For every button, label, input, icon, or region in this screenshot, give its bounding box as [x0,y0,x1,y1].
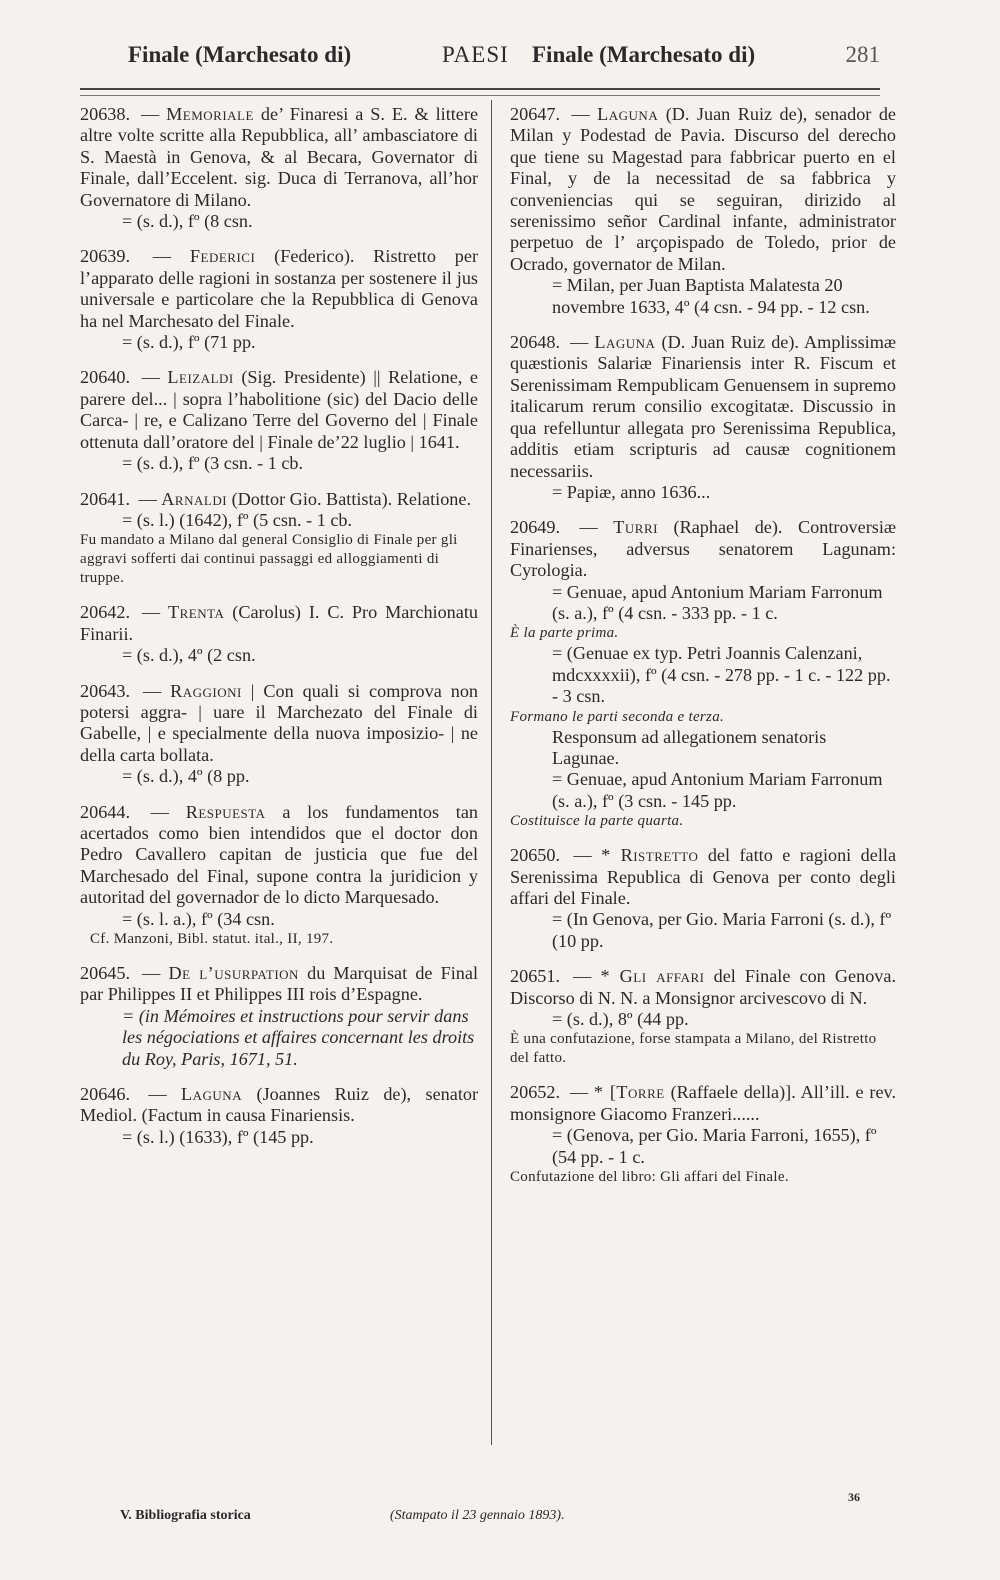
entry-author: Federici [189,246,256,267]
entry-title: (Dottor Gio. Battista). Relatione. [231,488,472,509]
footer-series-title: V. Bibliografia storica [120,1508,251,1523]
entry-author: Laguna [181,1084,243,1105]
bibliography-entry: 20639. — Federici (Federico). Ristretto per l’apparato delle ragioni in sostanza per sostenere il jus universale e particolare che la Repubblica di Genova ha nel Marchesato del Finale. = (s. d.), fº (71 pp. [80,246,479,353]
entry-imprint: = (s. l.) (1633), fº (145 pp. [122,1126,314,1147]
bibliography-entry: 20651. — * Gli affari del Finale con Genova. Discorso di N. N. a Monsignor arcivescovo di N. = (s. d.), 8º (44 pp. È una confutazione, forse stampata a Milano, del Ristretto del fatto. [510,966,897,1067]
entry-title: (Federico). Ristretto per l’apparato delle ragioni in sostanza per sostenere il jus universale e particolare che la Repubblica di Genova ha nel Marchesato del Finale. [80,246,479,331]
entry-imprint: = (s. l. a.), fº (34 csn. [122,908,275,929]
entry-imprint: = (In Genova, per Gio. Maria Farroni (s. d.), fº (10 pp. [552,909,892,951]
entry-number: 20650. [510,845,561,866]
bibliography-entry: 20640. — Leizaldi (Sig. Presidente) || Relatione, e parere del... | sopra l’habolitione (sic) del Dacio delle Carca- | re, e Calizano Terre del Governo del | Finale ottenuta dall’oratore del | Finale de’22 luglio | 1641. = (s. d.), fº (3 csn. - 1 cb. [80,367,479,474]
entry-title: del fatto e ragioni della Serenissima Republica di Genova per conto degli affari del Finale. [510,845,897,908]
entry-number: 20644. [80,801,131,822]
page-footer [120,1490,880,1532]
header-right-title: Finale (Marchesato di) [532,42,756,67]
entry-imprint: = (s. d.), 4º (2 csn. [122,645,256,666]
entry-title: (Raffaele della)]. All’ill. e rev. monsignore Giacomo Franzeri...... [510,1082,896,1124]
entry-note: Formano le parti seconda e terza. [510,708,725,725]
entry-title: (Sig. Presidente) || Relatione, e parere del... | sopra l’habolitione (sic) del Dacio delle Carca- | re, e Calizano Terre del Governo del | Finale ottenuta dall’oratore del | Finale de’22 luglio | 1641. [80,367,479,452]
entry-author: Laguna [594,332,656,353]
header-rule [80,88,880,90]
footer-sheet-number: 36 [848,1490,860,1504]
bibliography-entry: 20645. — De l’usurpation du Marquisat de Final par Philippes II et Philippes III rois d’Espagne. = (in Mémoires et instructions pour servir dans les négociations et affaires concernant les droits du Roy, Paris, 1671, 51. [80,963,479,1069]
entry-imprint: = (s. d.), fº (3 csn. - 1 cb. [122,453,304,474]
header-left-title: Finale (Marchesato di) [128,42,352,67]
entry-number: 20641. [80,488,131,509]
entry-imprint: = Genuae, apud Antonium Mariam Farronum (s. a.), fº (4 csn. - 333 pp. - 1 c. [552,581,883,623]
entry-title: (D. Juan Ruiz de), senador de Milan y Podestad de Pavia. Discurso del derecho que tiene su Magestad para fabbricar puerto en el Final, y de la necessitad de sa fabbrica y conveniencias qui se seguiran, dirizido al serenissimo señor Cardinal infante, administrator perpetuo de l’ arçopispado de Toledo, prior de Ocrado, governator de Milan. [510,104,896,274]
bibliography-entry: 20649. — Turri (Raphael de). Controversiæ Finarienses, adversus senatorem Lagunam: Cyrologia. = Genuae, apud Antonium Mariam Farronum (s. a.), fº (4 csn. - 333 pp. - 1 c. È la parte prima. = (Genuae ex typ. Petri Joannis Calenzani, mdcxxxxii), fº (4 csn. - 278 pp. - 1 c. - 122 pp. - 3 csn. Formano le parti seconda e terza. Responsum ad allegationem senatoris Lagunae. = Genuae, apud Antonium Mariam Farronum (s. a.), fº (3 csn. - 145 pp. Costituisce la parte quarta. [510,517,897,830]
entry-title: a los fundamentos tan acertados como bien intendidos que el doctor don Pedro Cavallero capitan de justicia que fue del Marchesado del Final, supone contra la juridicion y autoritad del governador de lo dicto Marquesado. [80,801,479,908]
entry-title: del Finale con Genova. Discorso di N. N. a Monsignor arcivescovo di N. [510,966,897,1008]
bibliography-entry: 20644. — Respuesta a los fundamentos tan acertados como bien intendidos que el doctor don Pedro Cavallero capitan de justicia que fue del Marchesado del Final, supone contra la juridicion y autoritad del governador de lo dicto Marquesado. = (s. l. a.), fº (34 csn. Cf. Manzoni, Bibl. statut. ital., II, 197. [80,801,479,947]
entry-imprint: = (s. d.), 8º (44 pp. [552,1009,689,1030]
entry-imprint: = (in Mémoires et instructions pour servir dans les négociations et affaires concernant les droits du Roy, Paris, 1671, 51. [122,1005,475,1069]
entry-author: Leizaldi [167,367,234,388]
page-number: 281 [845,42,880,67]
entry-imprint: = (Genuae ex typ. Petri Joannis Calenzani, mdcxxxxii), fº (4 csn. - 278 pp. - 1 c. - 122 pp. - 3 csn. [552,643,891,707]
bibliography-entry: 20648. — Laguna (D. Juan Ruiz de). Amplissimæ quæstionis Salariæ Finariensis inter R. Fiscum et Serenissimam Rempublicam Genuensem in supremo italicarum rerum consilio excogitatæ. Discussio in qua refelluntur allegata pro Serenissima Republica, additis etiam scripturis ad causæ cognitionem necessariis. = Papiæ, anno 1636... [510,332,897,502]
column-divider [491,100,492,1445]
entry-number: 20651. [510,966,561,987]
header-section: PAESI [442,42,509,67]
entry-number: 20643. [80,680,131,701]
entry-author: * Gli affari [600,966,705,987]
entry-imprint: = (s. d.), fº (71 pp. [122,332,256,353]
entry-number: 20638. [80,104,131,124]
entry-number: 20649. [510,517,561,538]
entry-number: 20652. [510,1082,561,1103]
entry-author: Raggioni [170,680,242,701]
entry-imprint: = (Genova, per Gio. Maria Farroni, 1655), fº (54 pp. - 1 c. [552,1125,877,1167]
entry-imprint: = (s. d.), fº (8 csn. [122,211,253,232]
entry-number: 20640. [80,367,131,388]
entry-imprint: = (s. l.) (1642), fº (5 csn. - 1 cb. [122,509,353,530]
entry-author: Turri [613,517,658,538]
entry-imprint: = Papiæ, anno 1636... [552,481,711,502]
entry-number: 20648. [510,332,561,353]
bibliography-entry: 20641. — Arnaldi (Dottor Gio. Battista). Relatione. = (s. l.) (1642), fº (5 csn. - 1 cb. Fu mandato a Milano dal general Consiglio di Finale per gli aggravi sofferti dai continui passaggi ed alloggiamenti di truppe. [80,489,478,589]
entry-title: de’ Finaresi a S. E. & littere altre volte scritte alla Repubblica, all’ ambasciatore di S. Maestà in Genova, & al Becara, Governator di Finale, dall’Eccelent. sig. Duca di Terranova, all’hor Governatore di Milano. [80,104,479,210]
entry-author: De l’usurpation [168,963,299,983]
entry-author: Laguna [597,104,659,124]
bibliography-entry: 20643. — Raggioni | Con quali si comprova non potersi aggra- | uare il Marchezato del Finale di Gabelle, | e specialmente della nuova imposizio- | ne della carta bollata. = (s. d.), 4º (8 pp. [80,680,479,787]
footer-print-date: (Stampato il 23 gennaio 1893). [390,1508,565,1523]
entry-title: du Marquisat de Final par Philippes II et Philippes III rois d’Espagne. [80,963,479,1005]
entry-number: 20647. [510,104,561,124]
bibliography-entry: 20638. — Memoriale de’ Finaresi a S. E. & littere altre volte scritte alla Repubblica, all’ ambasciatore di S. Maestà in Genova, & al Becara, Governator di Finale, dall’Eccelent. sig. Duca di Terranova, all’hor Governatore di Milano. = (s. d.), fº (8 csn. [80,104,479,232]
entry-author: Arnaldi [161,488,228,509]
entry-note: È una confutazione, forse stampata a Milano, del Ristretto del fatto. [510,1031,877,1067]
header-rule-thin [80,95,880,96]
entry-note: Fu mandato a Milano dal general Consiglio di Finale per gli aggravi sofferti dai continui passaggi ed alloggiamenti di truppe. [80,532,458,587]
entry-title: (Raphael de). Controversiæ Finarienses, adversus senatorem Lagunam: Cyrologia. [510,517,897,581]
running-header [120,40,880,74]
right-column [510,104,896,1201]
entry-author: Trenta [167,602,225,623]
entry-author: Memoriale [166,104,254,124]
entry-imprint: = (s. d.), 4º (8 pp. [122,766,250,787]
entry-note: Confutazione del libro: Gli affari del Finale. [510,1169,789,1186]
entry-author: * Ristretto [601,845,699,866]
entry-title: (Carolus) I. C. Pro Marchionatu Finarii. [80,602,478,644]
entry-title: Responsum ad allegationem senatoris Lagunae. [552,726,827,768]
entry-imprint: = Milan, per Juan Baptista Malatesta 20 novembre 1633, 4º (4 csn. - 94 pp. - 12 csn. [552,275,870,317]
entry-note: È la parte prima. [510,625,619,642]
entry-title: (D. Juan Ruiz de). Amplissimæ quæstionis Salariæ Finariensis inter R. Fiscum et Serenissimam Rempublicam Genuensem in supremo italicarum rerum consilio excogitatæ. Discussio in qua refelluntur allegata pro Serenissima Republica, additis etiam scripturis ad causæ cognitionem necessariis. [510,332,897,481]
entry-number: 20642. [80,602,131,623]
entry-number: 20645. [80,963,131,983]
bibliography-entry: 20646. — Laguna (Joannes Ruiz de), senator Mediol. (Factum in causa Finariensis. = (s. l.) (1633), fº (145 pp. [80,1084,479,1147]
bibliography-entry: 20647. — Laguna (D. Juan Ruiz de), senador de Milan y Podestad de Pavia. Discurso del derecho que tiene su Magestad para fabbricar puerto en el Final, y de la necessitad de sa fabbrica y conveniencias qui se seguiran, dirizido al serenissimo señor Cardinal infante, administrator perpetuo de l’ arçopispado de Toledo, prior de Ocrado, governator de Milan. = Milan, per Juan Baptista Malatesta 20 novembre 1633, 4º (4 csn. - 94 pp. - 12 csn. [510,104,896,317]
entry-number: 20646. [80,1084,131,1105]
entry-title: | Con quali si comprova non potersi aggra- | uare il Marchezato del Finale di Gabelle, | e specialmente della nuova imposizio- | ne della carta bollata. [80,680,479,765]
entry-number: 20639. [80,246,131,267]
bibliography-entry: 20642. — Trenta (Carolus) I. C. Pro Marchionatu Finarii. = (s. d.), 4º (2 csn. [80,602,478,666]
left-column [80,104,478,1162]
bibliography-entry: 20650. — * Ristretto del fatto e ragioni della Serenissima Republica di Genova per conto degli affari del Finale. = (In Genova, per Gio. Maria Farroni (s. d.), fº (10 pp. [510,845,897,951]
entry-imprint: = Genuae, apud Antonium Mariam Farronum (s. a.), fº (3 csn. - 145 pp. [552,769,883,811]
bibliography-entry: 20652. — * [Torre (Raffaele della)]. All’ill. e rev. monsignore Giacomo Franzeri...... = (Genova, per Gio. Maria Farroni, 1655), fº (54 pp. - 1 c. Confutazione del libro: Gli affari del Finale. [510,1082,896,1186]
entry-note: Costituisce la parte quarta. [510,813,684,830]
entry-author: Respuesta [185,801,266,822]
entry-title: (Joannes Ruiz de), senator Mediol. (Factum in causa Finariensis. [80,1084,479,1126]
entry-note: Cf. Manzoni, Bibl. statut. ital., II, 197. [90,931,334,947]
entry-author: * [Torre [593,1082,665,1103]
